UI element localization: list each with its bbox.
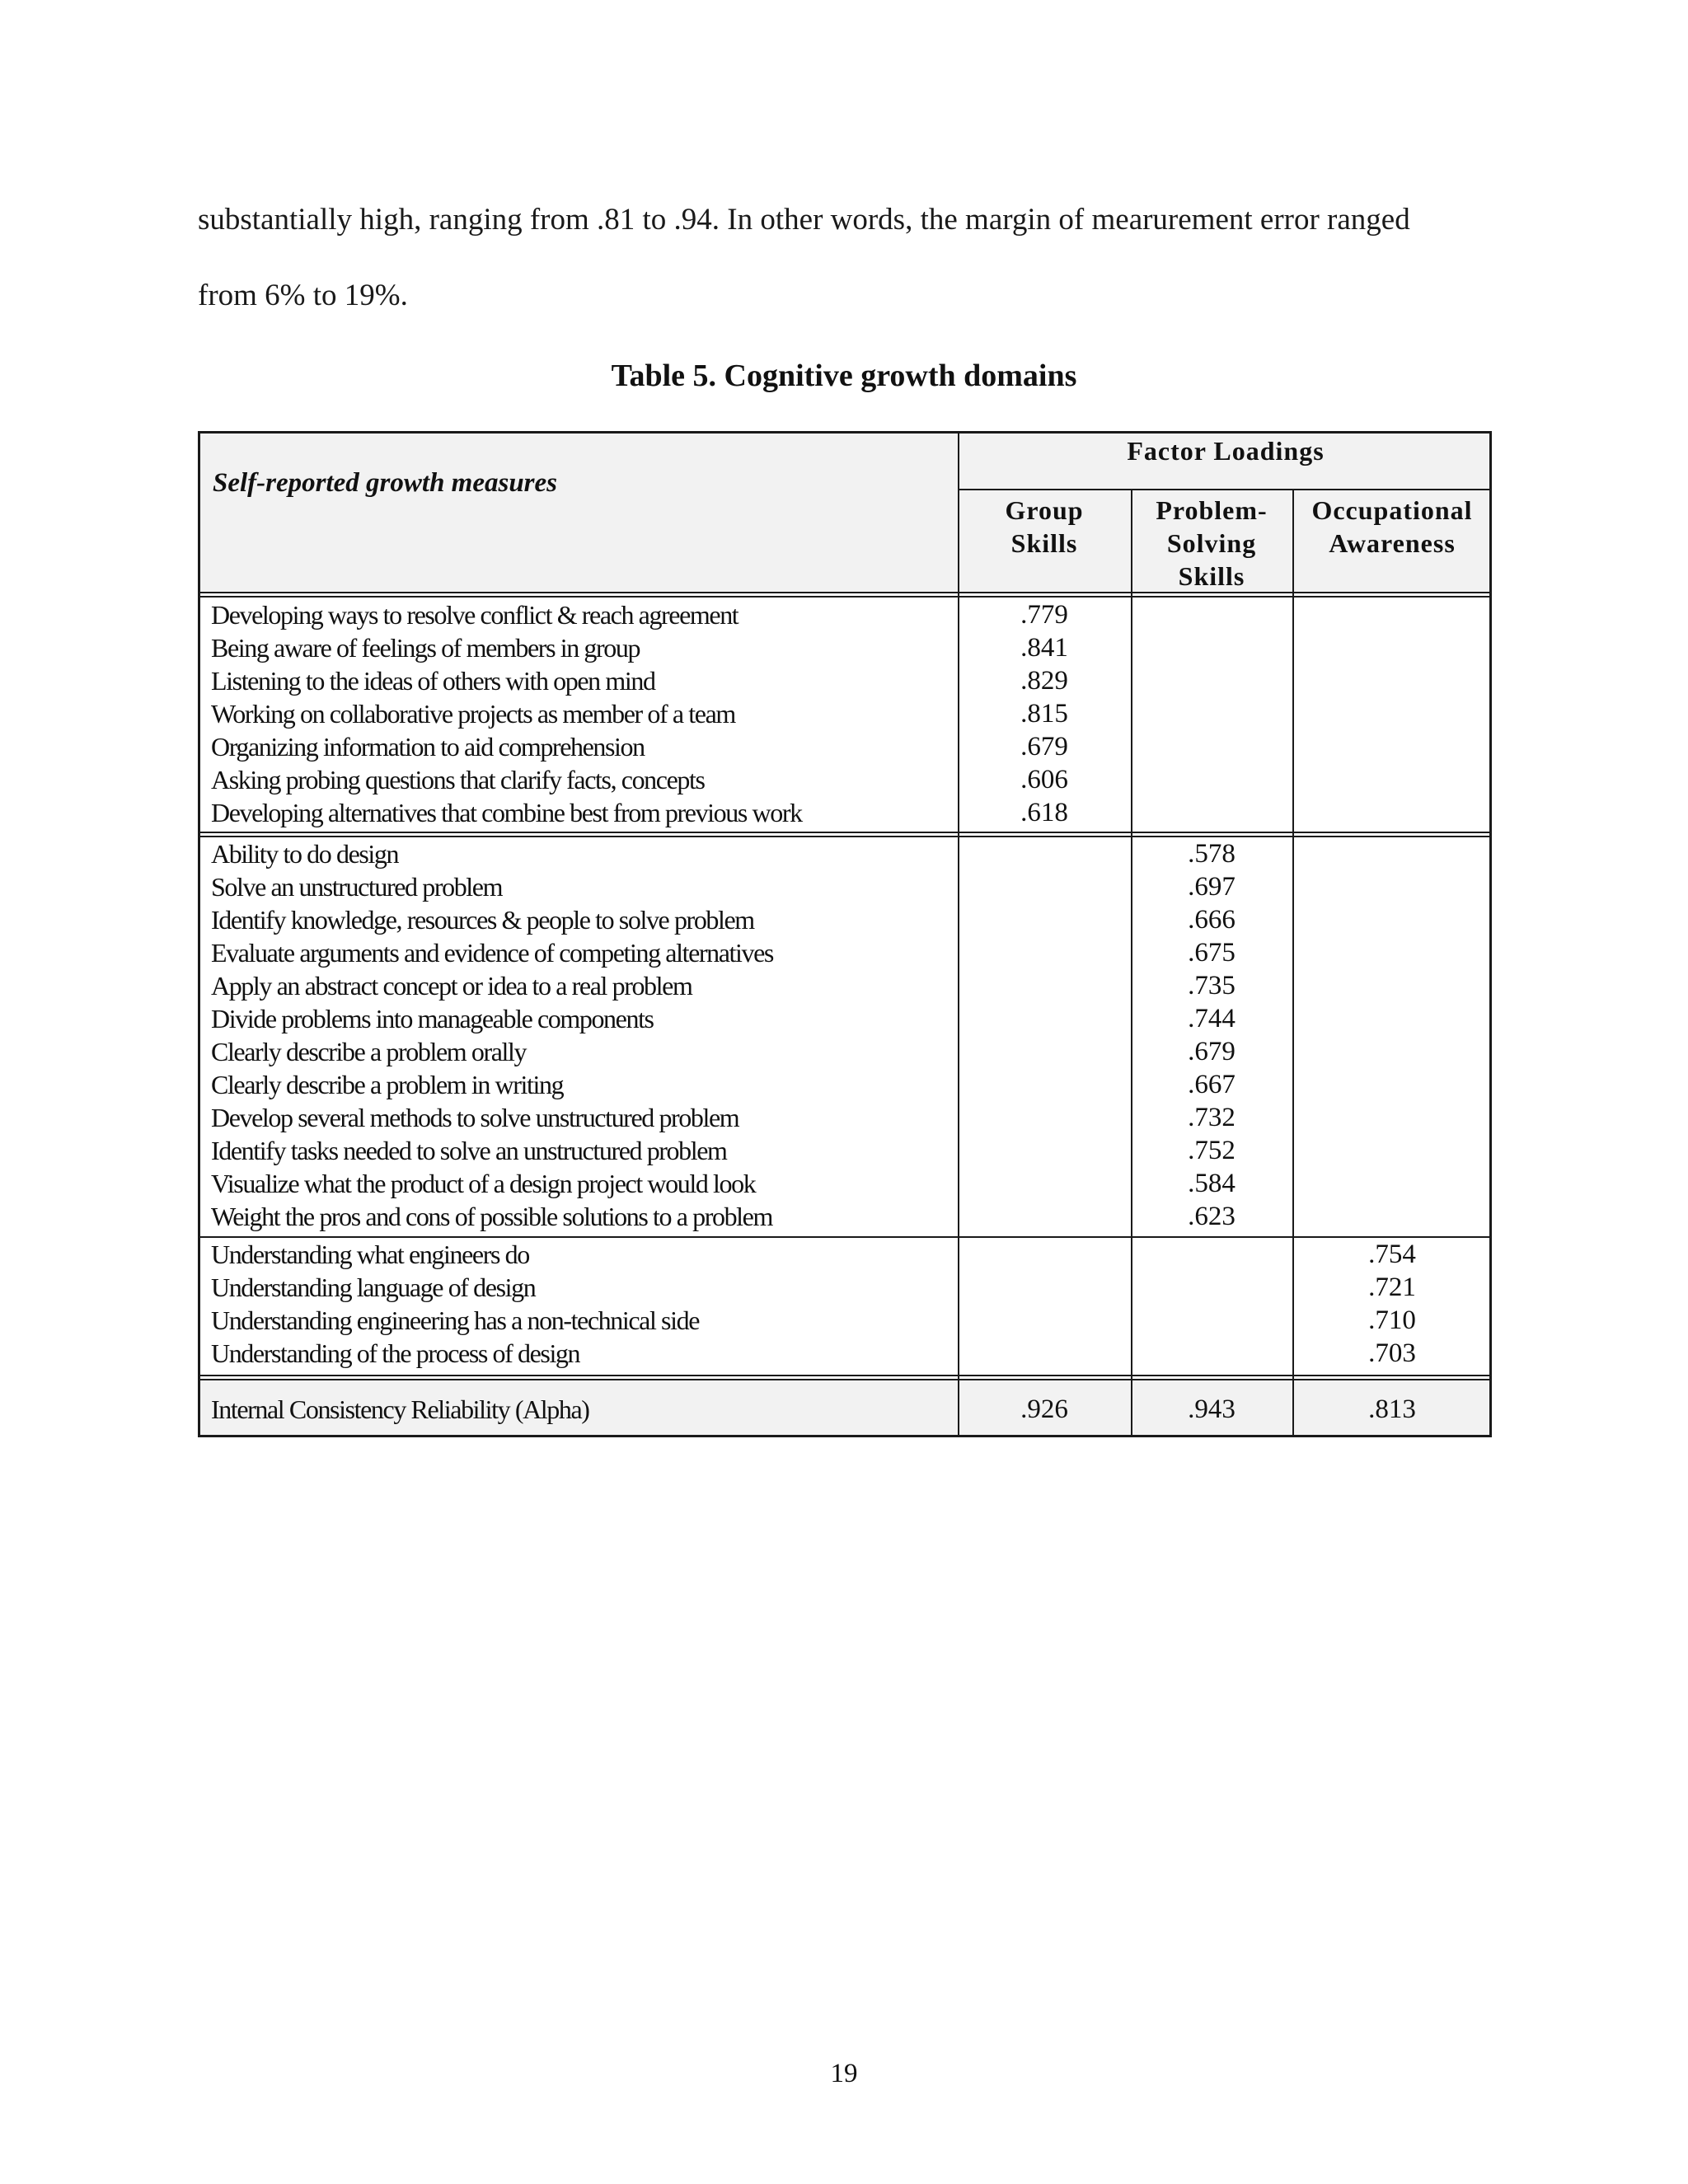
column-divider-1 xyxy=(958,431,959,1437)
header-rule-1 xyxy=(198,592,1492,593)
row-loading-value: .618 xyxy=(1020,798,1068,827)
header-occupational-awareness xyxy=(1292,494,1492,560)
table-border-left xyxy=(198,431,200,1437)
row-label: Understanding engineering has a non-technical side xyxy=(211,1305,700,1335)
footer-rule-1 xyxy=(198,1375,1492,1376)
row-loading-value: .815 xyxy=(1020,699,1068,729)
group-1-rule-1 xyxy=(198,832,1492,833)
row-label: Weight the pros and cons of possible solutions to a problem xyxy=(211,1202,772,1231)
row-label: Visualize what the product of a design project would look xyxy=(211,1169,756,1198)
row-loading-value: .606 xyxy=(1020,765,1068,794)
header-group-skills-line: Skills xyxy=(1010,528,1078,558)
row-label: Identify knowledge, resources & people to solve problem xyxy=(211,905,754,935)
header-group-skills-line: Group xyxy=(1005,495,1084,525)
row-loading-value: .697 xyxy=(1188,872,1236,902)
row-loading-value: .666 xyxy=(1188,905,1236,935)
row-loading-value: .754 xyxy=(1368,1240,1416,1269)
row-loading-value: .703 xyxy=(1368,1338,1416,1368)
row-label: Solve an unstructured problem xyxy=(211,872,503,902)
paragraph-line-1: substantially high, ranging from .81 to .94. In other words, the margin of mearurement error ranged xyxy=(198,203,1410,237)
factor-loadings-table xyxy=(198,431,1492,1437)
row-loading-value: .584 xyxy=(1188,1169,1236,1198)
header-occupational-line: Awareness xyxy=(1329,528,1456,558)
header-rule-2 xyxy=(198,596,1492,598)
row-label: Developing ways to resolve conflict & reach agreement xyxy=(211,600,738,630)
row-label: Ability to do design xyxy=(211,839,399,869)
row-label: Developing alternatives that combine best from previous work xyxy=(211,798,802,827)
column-divider-3 xyxy=(1292,489,1294,1437)
reliability-problem-solving: .943 xyxy=(1188,1394,1236,1424)
row-label: Working on collaborative projects as member of a team xyxy=(211,699,735,729)
group-1-rule-2 xyxy=(198,836,1492,837)
header-group-underline xyxy=(958,489,1492,490)
header-measures: Self-reported growth measures xyxy=(213,468,558,498)
table-caption: Table 5. Cognitive growth domains xyxy=(611,359,1077,393)
group-2-rule xyxy=(198,1236,1492,1238)
row-loading-value: .732 xyxy=(1188,1103,1236,1132)
header-problem-solving-line: Problem- xyxy=(1156,495,1268,525)
row-loading-value: .829 xyxy=(1020,666,1068,696)
row-loading-value: .735 xyxy=(1188,971,1236,1001)
row-loading-value: .679 xyxy=(1020,732,1068,762)
reliability-label: Internal Consistency Reliability (Alpha) xyxy=(211,1394,589,1424)
reliability-group-skills: .926 xyxy=(1020,1394,1068,1424)
row-loading-value: .710 xyxy=(1368,1305,1416,1335)
row-loading-value: .752 xyxy=(1188,1136,1236,1165)
row-label: Understanding language of design xyxy=(211,1272,536,1302)
row-label: Evaluate arguments and evidence of competing alternatives xyxy=(211,938,773,968)
header-problem-solving-line: Solving xyxy=(1166,528,1257,558)
table-border-bottom xyxy=(198,1435,1492,1437)
column-divider-2 xyxy=(1131,489,1132,1437)
row-label: Being aware of feelings of members in group xyxy=(211,633,640,663)
row-label: Apply an abstract concept or idea to a real problem xyxy=(211,971,692,1001)
row-label: Identify tasks needed to solve an unstructured problem xyxy=(211,1136,727,1165)
page-number: 19 xyxy=(830,2059,858,2088)
row-label: Understanding what engineers do xyxy=(211,1240,529,1269)
row-loading-value: .744 xyxy=(1188,1004,1236,1033)
header-occupational-line: Occupational xyxy=(1311,495,1473,525)
header-factor-loadings: Factor Loadings xyxy=(1127,436,1325,466)
reliability-occupational: .813 xyxy=(1368,1394,1416,1424)
row-loading-value: .779 xyxy=(1020,600,1068,630)
row-loading-value: .721 xyxy=(1368,1272,1416,1302)
row-label: Organizing information to aid comprehension xyxy=(211,732,645,762)
row-loading-value: .667 xyxy=(1188,1070,1236,1099)
row-label: Listening to the ideas of others with open mind xyxy=(211,666,655,696)
footer-rule-2 xyxy=(198,1379,1492,1380)
row-label: Divide problems into manageable components xyxy=(211,1004,654,1033)
row-loading-value: .623 xyxy=(1188,1202,1236,1231)
row-loading-value: .675 xyxy=(1188,938,1236,968)
row-label: Asking probing questions that clarify facts, concepts xyxy=(211,765,705,794)
row-label: Understanding of the process of design xyxy=(211,1338,580,1368)
row-label: Clearly describe a problem orally xyxy=(211,1037,527,1066)
paragraph-line-2: from 6% to 19%. xyxy=(198,279,408,312)
row-label: Develop several methods to solve unstructured problem xyxy=(211,1103,739,1132)
row-loading-value: .679 xyxy=(1188,1037,1236,1066)
header-group-skills xyxy=(958,494,1131,560)
header-problem-solving-line: Skills xyxy=(1178,561,1245,591)
row-loading-value: .578 xyxy=(1188,839,1236,869)
row-label: Clearly describe a problem in writing xyxy=(211,1070,564,1099)
table-border-top xyxy=(198,431,1492,434)
header-problem-solving-skills xyxy=(1131,494,1292,593)
table-border-right xyxy=(1489,431,1492,1437)
row-loading-value: .841 xyxy=(1020,633,1068,663)
